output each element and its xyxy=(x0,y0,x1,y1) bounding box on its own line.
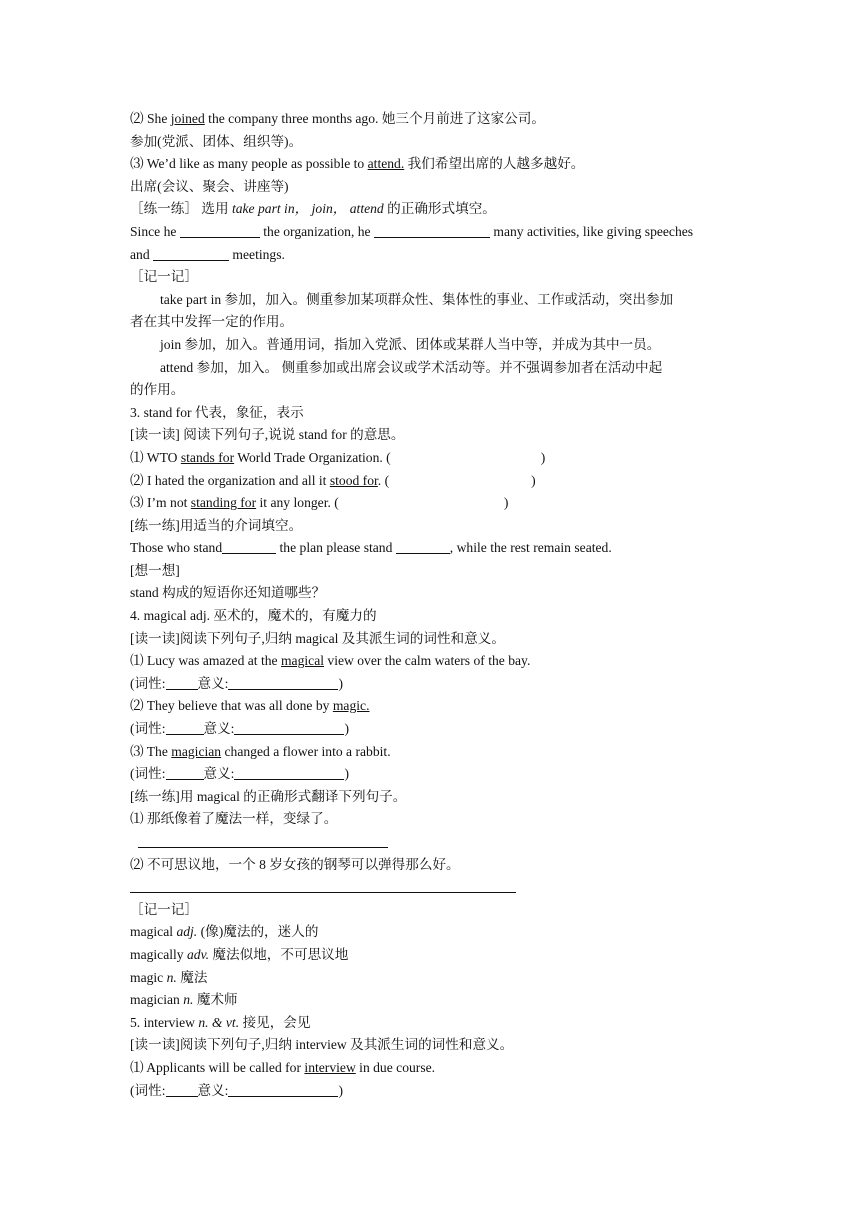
text: the company three months ago. 她三个月前进了这家公司。 xyxy=(204,111,545,126)
document-body xyxy=(130,108,740,1102)
note-take-part-in: take part in 参加，加入。侧重参加某项群众性、集体性的事业、工作或活动，突出参加 xyxy=(160,291,674,307)
section-stand-for: 3. stand for 代表，象征，表示 xyxy=(130,404,304,420)
word-magic xyxy=(130,967,740,990)
practice-heading: [练一练]用适当的介词填空。 xyxy=(130,517,303,533)
text: ⑴ WTO xyxy=(130,449,181,465)
text: ⑶ We’d like as many people as possible to xyxy=(130,156,368,172)
text: 魔法似地，不可思议地 xyxy=(209,946,349,962)
answer-blank xyxy=(222,539,276,554)
text: 我们希望出席的人越多越好。 xyxy=(404,156,585,172)
text: ) xyxy=(344,721,349,737)
pos-meaning-line xyxy=(130,718,740,741)
translate-item-2: ⑵ 不可思议地，一个 8 岁女孩的钢琴可以弹得那么好。 xyxy=(130,856,460,872)
answer-blank xyxy=(130,878,516,893)
text: ) xyxy=(503,495,509,511)
text: 意义: xyxy=(197,675,229,691)
text: . ( xyxy=(377,472,390,488)
text: ⑴ Lucy was amazed at the xyxy=(130,653,281,669)
translate-heading: [练一练]用 magical 的正确形式翻译下列句子。 xyxy=(130,788,407,804)
example-magic xyxy=(130,695,740,718)
part-of-speech: n. xyxy=(183,992,194,1008)
text: it any longer. ( xyxy=(256,495,339,511)
note-join: join 参加，加入。普通用词，指加入党派、团体或某群人当中等，并成为其中一员。 xyxy=(160,336,661,352)
note-attend: attend 参加，加入。 侧重参加或出席会议或学术活动等。并不强调参加者在活动中起 xyxy=(160,359,663,375)
answer-blank xyxy=(234,765,344,780)
text: ) xyxy=(344,766,349,782)
part-of-speech: n. & vt. xyxy=(198,1014,240,1030)
part-of-speech: adv. xyxy=(187,946,210,962)
answer-blank xyxy=(228,675,338,690)
text: ⑵ They believe that was all done by xyxy=(130,698,333,714)
answer-line xyxy=(130,831,740,854)
answer-blank xyxy=(396,539,450,554)
text: many activities, like giving speeches xyxy=(489,223,694,239)
text: magical xyxy=(130,924,177,940)
italic-text: take part in， join， attend xyxy=(231,201,384,217)
text: World Trade Organization. ( xyxy=(234,449,391,465)
text: magician xyxy=(130,992,184,1008)
example-magical xyxy=(130,650,740,673)
part-of-speech: n. xyxy=(166,969,177,985)
text: 意义: xyxy=(197,1082,229,1098)
text: 5. interview xyxy=(130,1014,199,1030)
text: the organization, he xyxy=(259,223,374,239)
text: 的正确形式填空。 xyxy=(383,201,496,217)
text: meetings. xyxy=(229,246,285,262)
text: (词性: xyxy=(130,721,166,737)
text: ⑶ The xyxy=(130,743,172,759)
text: the plan please stand xyxy=(276,540,396,556)
text: view over the calm waters of the bay. xyxy=(324,653,531,669)
text: 意义: xyxy=(203,766,235,782)
exercise-sentence xyxy=(130,221,740,244)
meaning-join: 参加(党派、团体、组织等)。 xyxy=(130,133,303,149)
think-question: stand 构成的短语你还知道哪些？ xyxy=(130,585,326,601)
word-magical xyxy=(130,921,740,944)
text: ⑴ Applicants will be called for xyxy=(130,1059,305,1075)
text: ⑵ I hated the organization and all it xyxy=(130,472,330,488)
meaning-attend: 出席(会议、聚会、讲座等) xyxy=(130,178,289,194)
answer-blank xyxy=(166,675,198,690)
exercise-heading xyxy=(130,198,740,221)
text: (像)魔法的，迷人的 xyxy=(197,924,319,940)
text: , while the rest remain seated. xyxy=(449,540,612,556)
text: ⑵ She xyxy=(130,111,171,126)
text: Those who stand xyxy=(130,540,223,556)
answer-blank xyxy=(166,765,204,780)
underlined-word: standing for xyxy=(190,495,257,511)
section-interview xyxy=(130,1012,740,1035)
underlined-word: attend. xyxy=(367,156,405,172)
pos-meaning-line xyxy=(130,1080,740,1103)
answer-line xyxy=(130,876,740,899)
text: ) xyxy=(338,675,343,691)
example-attend xyxy=(130,153,740,176)
answer-blank xyxy=(234,720,344,735)
answer-blank xyxy=(166,1082,198,1097)
pos-meaning-line xyxy=(130,763,740,786)
text: ［练一练］ 选用 xyxy=(130,201,232,217)
practice-sentence xyxy=(130,537,740,560)
translate-item-1: ⑴ 那纸像着了魔法一样，变绿了。 xyxy=(130,811,338,827)
text: 意义: xyxy=(203,721,235,737)
section-magical: 4. magical adj. 巫术的，魔术的，有魔力的 xyxy=(130,608,377,624)
answer-blank xyxy=(166,720,204,735)
answer-blank xyxy=(153,246,229,261)
example-stands-for xyxy=(130,447,740,470)
text: ) xyxy=(338,1082,343,1098)
word-magician xyxy=(130,989,740,1012)
text: ) xyxy=(531,472,536,488)
pos-meaning-line xyxy=(130,673,740,696)
note-heading: ［记一记］ xyxy=(130,269,198,285)
underlined-word: stands for xyxy=(180,449,235,465)
example-interview xyxy=(130,1057,740,1080)
text: Since he xyxy=(130,223,180,239)
note-attend-cont: 的作用。 xyxy=(130,382,185,398)
text: (词性: xyxy=(130,675,166,691)
underlined-word: magic. xyxy=(332,698,370,714)
underlined-word: stood for xyxy=(329,472,378,488)
text: 魔法 xyxy=(176,969,208,985)
text: in due course. xyxy=(355,1059,436,1075)
read-heading: [读一读]阅读下列句子,归纳 magical 及其派生词的词性和意义。 xyxy=(130,630,505,646)
think-heading: [想一想] xyxy=(130,562,180,578)
text: ) xyxy=(540,449,546,465)
answer-blank xyxy=(138,833,388,848)
answer-blank xyxy=(180,223,260,238)
example-stood-for xyxy=(130,470,740,493)
text: (词性: xyxy=(130,766,166,782)
read-heading: [读一读] 阅读下列句子,说说 stand for 的意思。 xyxy=(130,427,405,443)
note-take-part-in-cont: 者在其中发挥一定的作用。 xyxy=(130,314,294,330)
note-heading: ［记一记］ xyxy=(130,901,198,917)
exercise-sentence-cont xyxy=(130,244,740,267)
read-heading: [读一读]阅读下列句子,归纳 interview 及其派生词的词性和意义。 xyxy=(130,1037,514,1053)
part-of-speech: adj. xyxy=(176,924,198,940)
text: ⑶ I’m not xyxy=(130,495,191,511)
underlined-word: magical xyxy=(280,653,325,669)
answer-blank xyxy=(374,223,490,238)
text: 魔术师 xyxy=(193,992,238,1008)
example-magician xyxy=(130,741,740,764)
underlined-word: interview xyxy=(304,1059,356,1075)
example-standing-for xyxy=(130,492,740,515)
example-joined xyxy=(130,108,740,131)
text: (词性: xyxy=(130,1082,166,1098)
underlined-word: magician xyxy=(171,743,222,759)
answer-blank xyxy=(228,1082,338,1097)
word-magically xyxy=(130,944,740,967)
underlined-word: joined xyxy=(170,111,205,126)
text: magic xyxy=(130,969,167,985)
text: 接见，会见 xyxy=(239,1014,311,1030)
text: changed a flower into a rabbit. xyxy=(221,743,391,759)
text: and xyxy=(130,246,154,262)
text: magically xyxy=(130,946,187,962)
